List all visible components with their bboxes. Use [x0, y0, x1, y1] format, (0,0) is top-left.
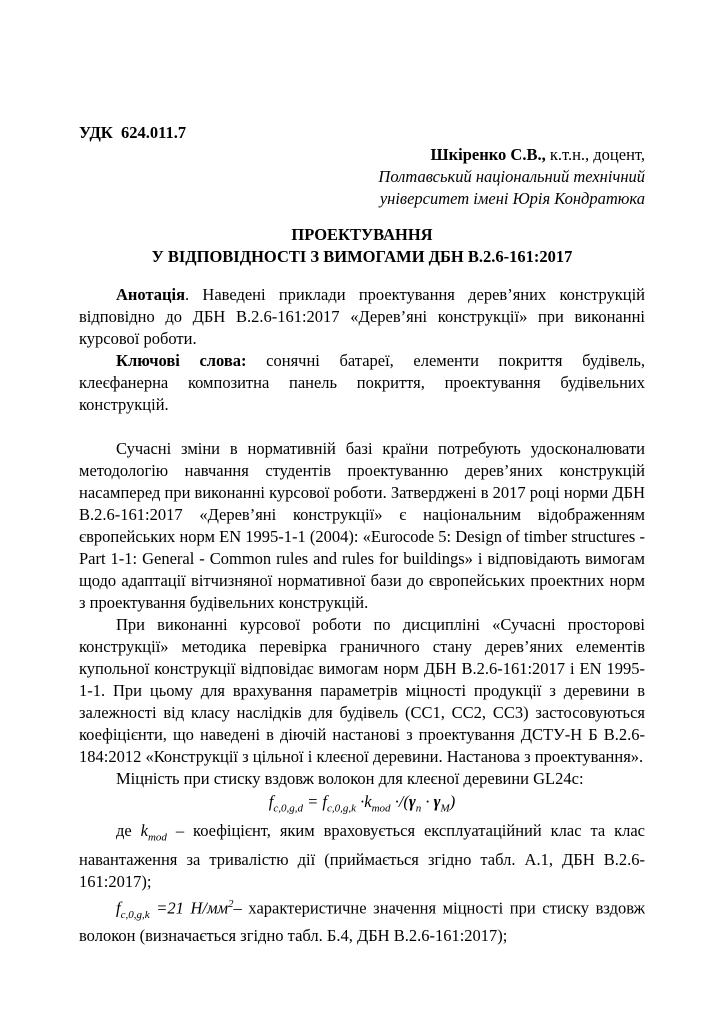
author-name: Шкіренко С.В., — [430, 145, 546, 164]
formula-intro: Міцність при стиску вздовж волокон для клеєної деревини GL24с: — [116, 769, 584, 788]
author-line — [79, 144, 645, 166]
keywords-label: Ключові слова: — [116, 351, 247, 370]
definition-fc0gk-text: – характеристичне значення міцності при стиску вздовж волокон (визначається згідно табл. Б.4, ДБН В.2.6-161:2017); — [79, 898, 645, 946]
definition-fc0gk — [79, 893, 645, 948]
udc-code: УДК 624.011.7 — [79, 123, 187, 142]
formula-kmod-subscript: mod — [371, 802, 391, 815]
paragraph-norms: Сучасні зміни в нормативній базі країни потребують удосконалювати методологію навчання студентів проектуванню дерев’яних конструкцій насамперед при виконанні курсової роботи. Затверджені в 2017 році норми ДБН В.2.6-161:2017 «Дерев’яні конструкції» є національним відображенням європейських норм EN 1995-1-1 (2004): «Eurocode 5: Design of timber structures - Part 1-1: General - Common rules and rules for buildings» і відповідають вимогам щодо адаптації вітчизняної нормативної бази до європейських проектних норм з проектування будівельних конструкцій. — [79, 439, 645, 612]
strength-formula — [79, 790, 645, 820]
author-block — [79, 144, 645, 210]
definition-fc0gk-subscript: c,0,g,k — [120, 908, 150, 921]
definition-kmod-var: k — [140, 821, 148, 841]
affiliation-line-1: Полтавський національний технічний — [378, 167, 645, 186]
paragraph-coursework: При виконанні курсової роботи по дисципліні «Сучасні просторові конструкції» методика перевірка граничного стану дерев’яних елементів купольної конструкції відповідає вимогам норм ДБН В.2.6-161:2017 і EN 1995-1-1. При цьому для врахування параметрів міцності продукції з деревини в залежності від класу наслідків для будівель (СС1, СС2, СС3) застосовуються коефіцієнти, що наведені в діючій настанові з проектування ДСТУ-Н Б В.2.6-184:2012 «Конструкції з цільної і клеєної деревини. Настанова з проектування». — [79, 615, 645, 766]
formula-fk-subscript: c,0,g,k — [327, 802, 357, 815]
formula-gamma-m-subscript: M — [440, 802, 450, 815]
keywords-text: сонячні батареї, елементи покриття будівель, клеєфанерна композитна панель покриття, проектування будівельних конструкцій. — [79, 351, 645, 414]
formula-lhs-subscript: c,0,g,d — [273, 802, 304, 815]
definition-kmod-pre: де — [116, 821, 141, 841]
paper-body — [79, 284, 645, 947]
formula-kmod: k — [364, 792, 372, 811]
definition-fc0gk-superscript: 2 — [228, 897, 234, 910]
abstract-text: . Наведені приклади проектування дерев’яних конструкцій відповідно до ДБН В.2.6-161:2017 «Дерев’яні конструкції» при виконанні курсової роботи. — [79, 285, 645, 348]
abstract-paragraph — [79, 284, 645, 350]
formula-equals: = — [303, 792, 323, 811]
formula-dot-1: · — [356, 792, 365, 811]
definition-kmod — [79, 820, 645, 892]
formula-close-paren: ) — [449, 792, 456, 811]
formula-lhs: f — [268, 792, 274, 811]
formula-divide: ·/( — [390, 792, 409, 811]
formula-dot-2: · — [421, 792, 434, 811]
definition-kmod-text: – коефіцієнт, яким враховується експлуатаційний клас та клас навантаження за тривалістю дії (приймається згідно табл. А.1, ДБН В.2.6-161:2017); — [79, 821, 646, 891]
affiliation-line-2: університет імені Юрія Кондратюка — [379, 189, 645, 208]
definition-kmod-subscript: mod — [147, 831, 167, 844]
paper-title — [79, 224, 645, 268]
title-line-1: ПРОЕКТУВАННЯ — [291, 225, 433, 244]
abstract-label: Анотація — [116, 285, 186, 304]
formula-fk: f — [322, 792, 328, 811]
title-line-2: У ВІДПОВІДНОСТІ З ВИМОГАМИ ДБН В.2.6-161:2017 — [151, 247, 573, 266]
formula-gamma-n: γ — [408, 792, 416, 811]
definition-fc0gk-value: =21 Н/мм — [149, 898, 229, 918]
definition-fc0gk-var: f — [116, 898, 121, 918]
formula-gamma-n-subscript: n — [415, 802, 422, 815]
keywords-paragraph — [79, 350, 645, 416]
author-degree: к.т.н., доцент, — [545, 145, 645, 164]
formula-gamma-m: γ — [433, 792, 441, 811]
